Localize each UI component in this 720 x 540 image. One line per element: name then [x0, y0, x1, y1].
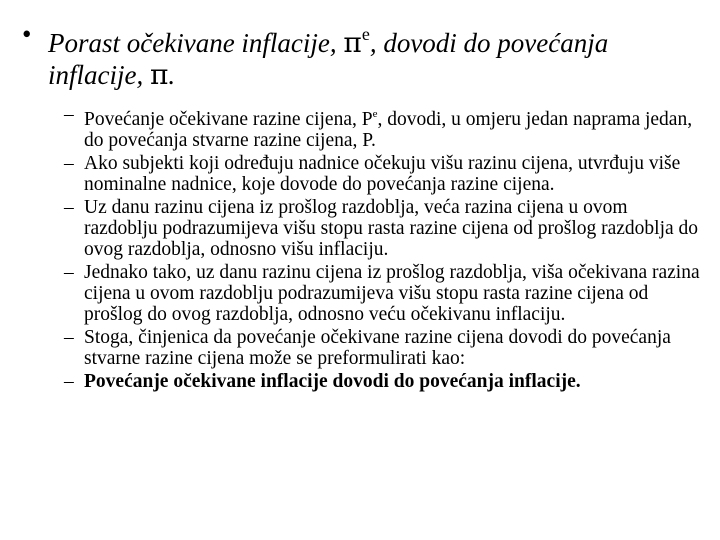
dash-marker: –: [64, 104, 74, 125]
superscript-e: e: [361, 24, 370, 44]
sub-bullet-item: [64, 371, 704, 392]
sub-bullet-text-bold: Povećanje očekivane inflacije dovodi do povećanja inflacije.: [84, 371, 581, 392]
sub-bullet-text-before: Povećanje očekivane razine cijena, P: [84, 109, 373, 130]
sub-bullet-text-after: , dovodi, u omjeru jedan naprama jedan, do povećanja stvarne razine cijena, P.: [84, 109, 693, 151]
dash-marker: –: [64, 262, 74, 283]
sub-bullet-text: Uz danu razinu cijena iz prošlog razdoblja, veća razina cijena u ovom razdoblju podrazumijeva višu stopu rasta razine cijena od prošlog razdoblja do ovog razdoblja, odnosno višu inflaciju.: [84, 197, 699, 260]
sub-bullet-item: [64, 327, 704, 369]
bullet-marker: •: [22, 19, 32, 49]
dash-marker: –: [64, 197, 74, 218]
sub-bullet-text: Stoga, činjenica da povećanje očekivane razine cijena dovodi do povećanja stvarne razine cijena može se preformulirati kao:: [84, 327, 671, 369]
main-text-middle: , dovodi do povećanja inflacije,: [48, 28, 609, 90]
sub-bullet-text: Jednako tako, uz danu razinu cijena iz prošlog razdoblja, viša očekivana razina cijena u ovom razdoblju podrazumijeva višu stopu rasta razine cijena od prošlog do ovog razdoblja, odnosno veću očekivanu inflaciju.: [84, 262, 700, 325]
pi-symbol-2: π: [149, 58, 169, 91]
dash-marker: –: [64, 153, 74, 174]
sub-bullet-list: [64, 104, 704, 394]
main-bullet-text: [48, 18, 702, 91]
sub-bullet-item: [64, 153, 704, 195]
sub-bullet-item: [64, 262, 704, 325]
sub-bullet-item: [64, 197, 704, 260]
pi-symbol: π: [343, 26, 362, 59]
dash-marker: –: [64, 371, 74, 392]
main-text-before: Porast očekivane inflacije,: [48, 28, 344, 58]
main-text-end: .: [168, 60, 176, 90]
main-bullet: [22, 18, 702, 91]
sub-bullet-text: Ako subjekti koji određuju nadnice očekuju višu razinu cijena, utvrđuju više nominalne nadnice, koje dovode do povećanja razine cijena.: [84, 153, 681, 195]
sub-bullet-item: [64, 104, 704, 151]
superscript-e: e: [372, 108, 378, 120]
dash-marker: –: [64, 327, 74, 348]
